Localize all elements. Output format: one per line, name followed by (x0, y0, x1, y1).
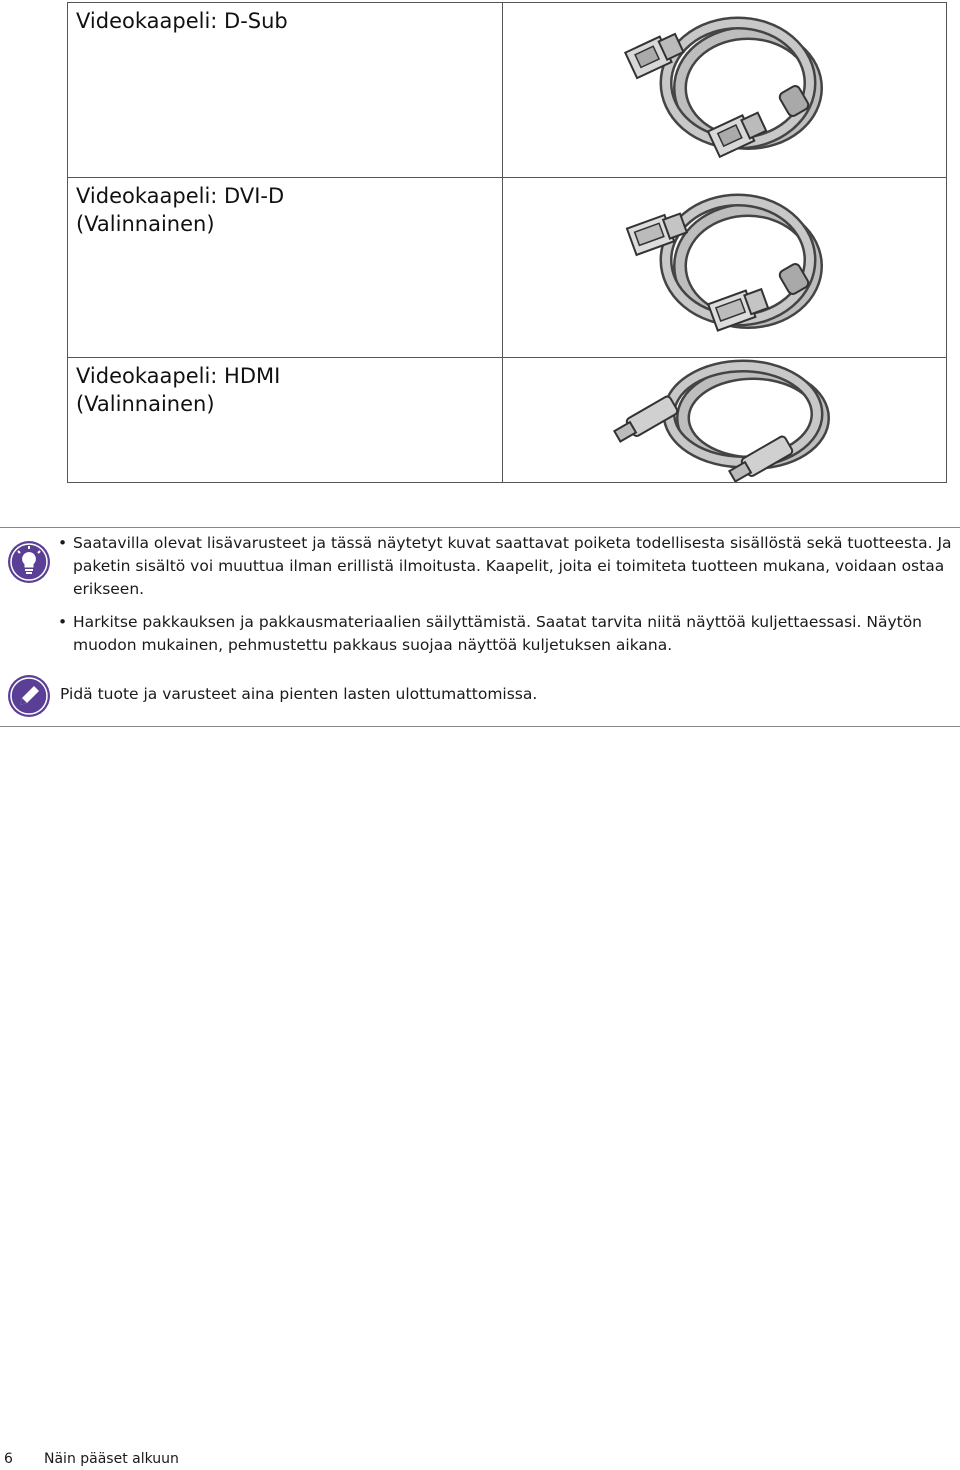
lightbulb-icon (7, 540, 51, 584)
item-name: Videokaapeli: D-Sub (76, 9, 288, 33)
notes-section (0, 527, 960, 727)
item-label (68, 358, 503, 482)
page-footer (4, 1449, 179, 1469)
list-item: • Harkitse pakkauksen ja pakkausmateriaalien säilyttämistä. Saatat tarvita niitä näyttöä kuljettaessasi. Näytön muodon mukainen, pehmustettu pakkaus suojaa näyttöä kuljetuksen aikana. (58, 611, 953, 657)
tip-list (58, 532, 953, 667)
table-row (68, 3, 946, 178)
dvi-cable-icon (503, 178, 947, 358)
item-label (68, 178, 503, 357)
list-item: • Saatavilla olevat lisävarusteet ja tässä näytetyt kuvat saattavat poiketa todellisesta sisällöstä sekä tuotteesta. Ja paketin sisältö voi muuttua ilman erillistä ilmoitusta. Kaapelit, joita ei toimiteta tuotteen mukana, voidaan ostaa erikseen. (58, 532, 953, 601)
item-optional: (Valinnainen) (76, 212, 215, 236)
hdmi-cable-icon (503, 358, 947, 482)
item-optional: (Valinnainen) (76, 392, 215, 416)
section-title: Näin pääset alkuun (44, 1451, 179, 1467)
pencil-icon (7, 674, 51, 718)
dsub-cable-icon (503, 3, 947, 178)
item-label (68, 3, 503, 177)
table-row (68, 358, 946, 482)
table-row (68, 178, 946, 358)
safety-note: Pidä tuote ja varusteet aina pienten lasten ulottumattomissa. (60, 685, 538, 703)
cable-image-dsub (503, 3, 946, 177)
item-name: Videokaapeli: HDMI (76, 364, 281, 388)
cable-image-dvi (503, 178, 946, 357)
cable-image-hdmi (503, 358, 946, 482)
accessories-table (67, 2, 947, 483)
page-number: 6 (4, 1451, 13, 1467)
item-name: Videokaapeli: DVI-D (76, 184, 285, 208)
